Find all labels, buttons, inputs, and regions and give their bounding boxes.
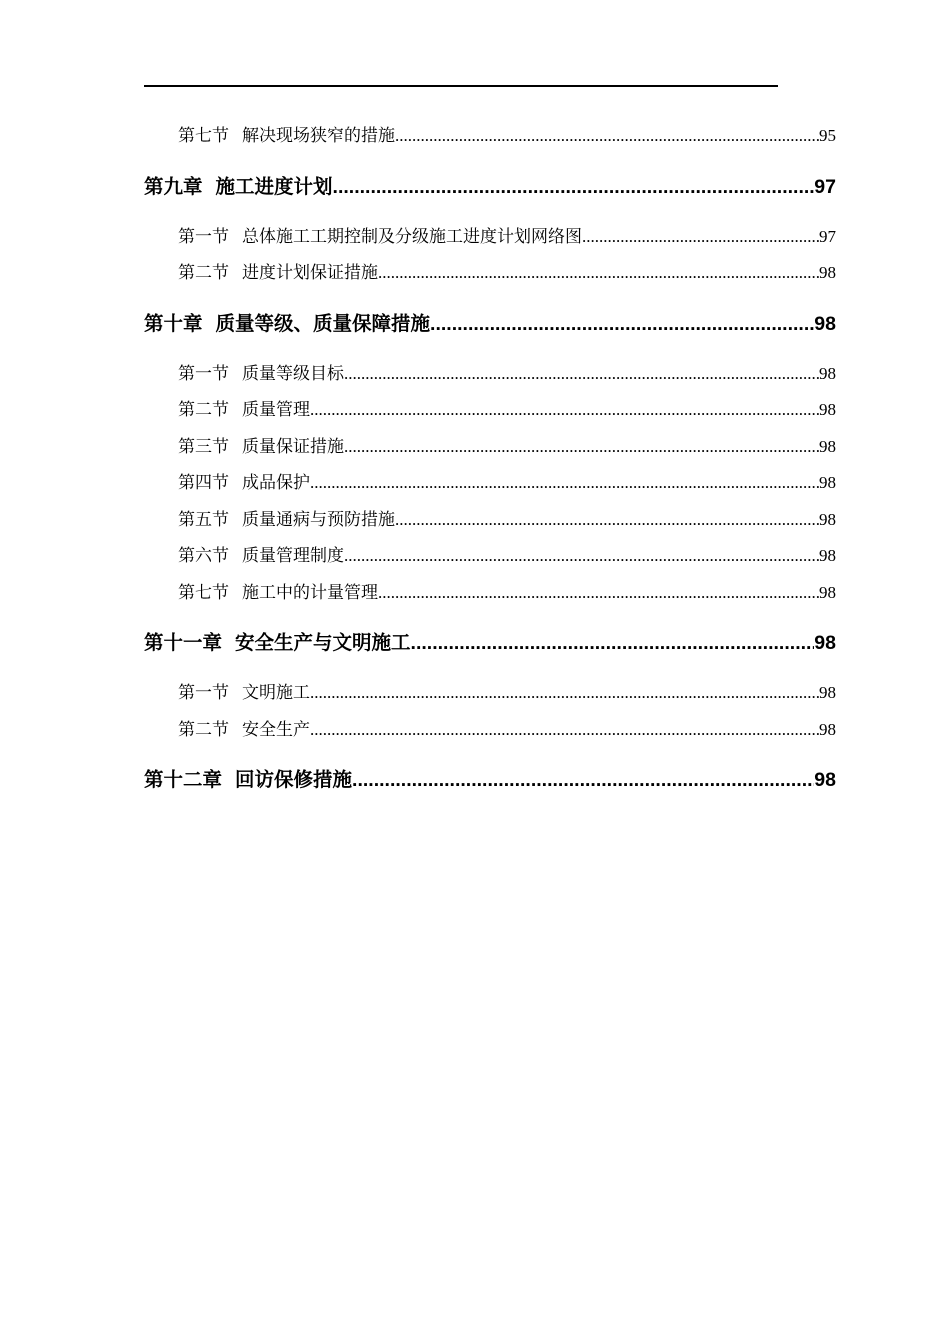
page-number: 98 bbox=[819, 546, 836, 565]
toc-entry-section[interactable] bbox=[144, 675, 836, 712]
toc-entry-section[interactable] bbox=[144, 118, 836, 155]
toc-entry-section[interactable] bbox=[144, 356, 836, 393]
section-title: 施工中的计量管理 bbox=[242, 582, 378, 603]
page-number: 98 bbox=[814, 632, 836, 654]
dot-leader bbox=[582, 219, 819, 256]
section-title: 成品保护 bbox=[242, 473, 310, 493]
dot-leader bbox=[333, 155, 815, 219]
section-number: 第五节 bbox=[178, 509, 229, 530]
section-number: 第一节 bbox=[178, 363, 229, 384]
dot-leader bbox=[395, 502, 819, 539]
chapter-title: 质量等级、质量保障措施 bbox=[215, 311, 431, 335]
chapter-title: 安全生产与文明施工 bbox=[235, 631, 411, 654]
header-rule bbox=[144, 85, 778, 87]
chapter-number: 第十二章 bbox=[144, 768, 223, 791]
dot-leader bbox=[310, 712, 819, 749]
dot-leader bbox=[430, 292, 814, 356]
section-number: 第一节 bbox=[178, 683, 229, 703]
page-number: 98 bbox=[819, 582, 836, 602]
chapter-number: 第十一章 bbox=[144, 631, 223, 654]
page-number: 98 bbox=[819, 683, 836, 702]
toc-entry-chapter[interactable] bbox=[144, 155, 836, 219]
toc-entry-chapter[interactable] bbox=[144, 748, 836, 812]
section-title: 质量管理 bbox=[242, 400, 310, 420]
dot-leader bbox=[378, 255, 819, 292]
dot-leader bbox=[310, 465, 819, 502]
chapter-title: 回访保修措施 bbox=[235, 768, 353, 791]
toc-entry-section[interactable] bbox=[144, 538, 836, 575]
table-of-contents bbox=[144, 118, 836, 812]
section-number: 第七节 bbox=[178, 582, 229, 603]
page-number: 98 bbox=[819, 400, 836, 419]
dot-leader bbox=[378, 575, 819, 612]
page-number: 98 bbox=[819, 363, 836, 383]
chapter-number: 第十章 bbox=[144, 311, 203, 335]
dot-leader bbox=[395, 118, 819, 155]
toc-entry-section[interactable] bbox=[144, 255, 836, 292]
toc-entry-section[interactable] bbox=[144, 502, 836, 539]
dot-leader bbox=[310, 392, 819, 429]
section-title: 质量管理制度 bbox=[242, 546, 344, 566]
section-title: 解决现场狭窄的措施 bbox=[242, 126, 395, 146]
page-number: 98 bbox=[819, 719, 836, 739]
page-number: 98 bbox=[819, 473, 836, 492]
page-number: 97 bbox=[814, 175, 836, 198]
page-number: 98 bbox=[819, 436, 836, 456]
section-title: 质量保证措施 bbox=[242, 436, 344, 457]
section-number: 第三节 bbox=[178, 436, 229, 457]
page-number: 98 bbox=[814, 312, 836, 335]
toc-entry-chapter[interactable] bbox=[144, 292, 836, 356]
section-title: 质量通病与预防措施 bbox=[242, 509, 395, 530]
section-number: 第二节 bbox=[178, 263, 229, 283]
section-number: 第二节 bbox=[178, 719, 229, 740]
dot-leader bbox=[344, 429, 819, 466]
dot-leader bbox=[344, 538, 819, 575]
chapter-title: 施工进度计划 bbox=[215, 174, 333, 198]
section-number: 第六节 bbox=[178, 546, 229, 566]
section-title: 安全生产 bbox=[242, 719, 310, 740]
toc-entry-chapter[interactable] bbox=[144, 611, 836, 675]
chapter-number: 第九章 bbox=[144, 174, 203, 198]
dot-leader bbox=[411, 611, 815, 675]
dot-leader bbox=[310, 675, 819, 712]
section-title: 文明施工 bbox=[242, 683, 310, 703]
toc-entry-section[interactable] bbox=[144, 429, 836, 466]
dot-leader bbox=[352, 748, 814, 812]
toc-entry-section[interactable] bbox=[144, 465, 836, 502]
page-number: 98 bbox=[819, 509, 836, 529]
dot-leader bbox=[344, 356, 819, 393]
section-number: 第一节 bbox=[178, 226, 229, 247]
toc-entry-section[interactable] bbox=[144, 712, 836, 749]
page-number: 97 bbox=[819, 226, 836, 246]
toc-entry-section[interactable] bbox=[144, 392, 836, 429]
section-number: 第四节 bbox=[178, 473, 229, 493]
section-title: 进度计划保证措施 bbox=[242, 263, 378, 283]
section-title: 总体施工工期控制及分级施工进度计划网络图 bbox=[242, 226, 582, 247]
page-number: 98 bbox=[819, 263, 836, 282]
section-number: 第七节 bbox=[178, 126, 229, 146]
section-title: 质量等级目标 bbox=[242, 363, 344, 384]
toc-entry-section[interactable] bbox=[144, 219, 836, 256]
page-number: 95 bbox=[819, 126, 836, 145]
page-number: 98 bbox=[814, 769, 836, 791]
toc-entry-section[interactable] bbox=[144, 575, 836, 612]
section-number: 第二节 bbox=[178, 400, 229, 420]
